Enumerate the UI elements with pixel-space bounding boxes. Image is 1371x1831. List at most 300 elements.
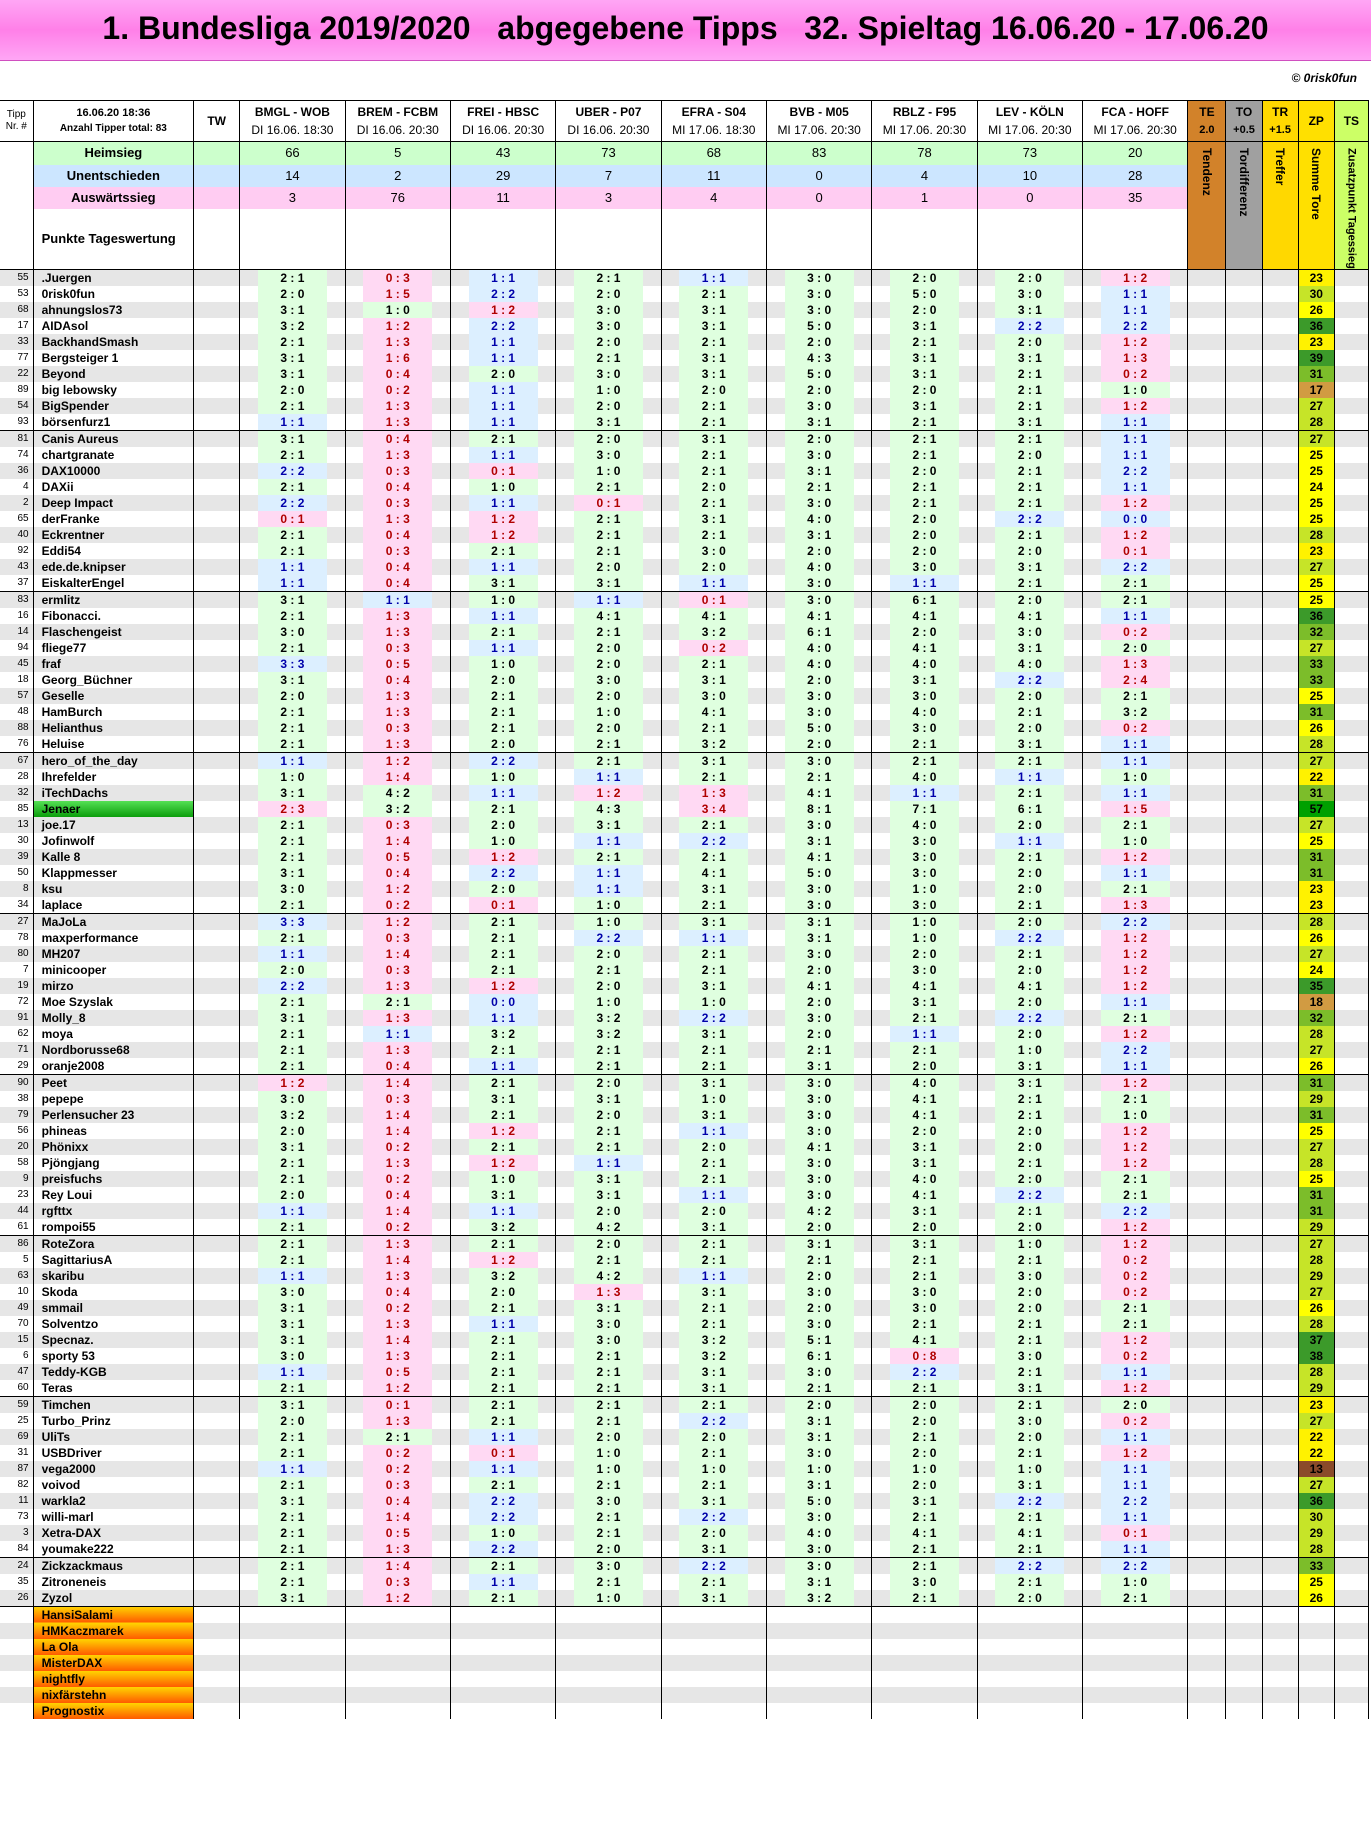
no-tip-row (0, 1623, 1369, 1639)
zp-cell: 31 (1298, 1187, 1334, 1203)
tip-cell (1083, 511, 1188, 527)
tip-cell (240, 1235, 345, 1252)
tip-score: 2 : 0 (785, 1268, 854, 1284)
tip-cell (450, 608, 555, 624)
tip-score: 3 : 1 (995, 1380, 1064, 1396)
tip-score: 2 : 1 (258, 1219, 327, 1235)
tr-cell (1262, 1574, 1298, 1590)
tip-cell (1083, 1074, 1188, 1091)
tw-cell (194, 1445, 240, 1461)
tip-score: 4 : 0 (785, 1525, 854, 1541)
tip-cell (345, 994, 450, 1010)
tip-cell (1083, 382, 1188, 398)
zp-cell: 28 (1298, 913, 1334, 930)
tip-score: 2 : 0 (469, 736, 538, 752)
zp-cell: 26 (1298, 302, 1334, 318)
tip-score: 5 : 0 (890, 286, 959, 302)
tip-cell (766, 736, 871, 753)
tip-cell (766, 1396, 871, 1413)
tr-cell (1262, 688, 1298, 704)
ts-cell (1334, 382, 1368, 398)
tip-score: 4 : 1 (995, 608, 1064, 624)
tip-cell (872, 849, 977, 865)
tr-cell (1262, 430, 1298, 447)
tip-score: 2 : 1 (469, 1332, 538, 1348)
tip-score: 0 : 2 (679, 640, 748, 656)
tip-cell (450, 302, 555, 318)
tw-cell (194, 881, 240, 897)
tip-cell (450, 1590, 555, 1607)
tr-cell (1262, 1445, 1298, 1461)
tip-cell (1083, 302, 1188, 318)
tip-score: 3 : 1 (890, 1139, 959, 1155)
tip-cell (661, 1074, 766, 1091)
tip-cell (872, 769, 977, 785)
tip-score: 2 : 1 (258, 1058, 327, 1074)
tip-score: 2 : 0 (890, 1413, 959, 1429)
blank-cell (766, 1687, 871, 1703)
tip-score: 4 : 0 (785, 640, 854, 656)
te-cell (1188, 962, 1226, 978)
tip-cell (661, 1332, 766, 1348)
tip-score: 2 : 2 (258, 978, 327, 994)
tip-score: 2 : 0 (679, 1203, 748, 1219)
tip-cell (872, 704, 977, 720)
tip-cell (240, 430, 345, 447)
tw-cell (194, 286, 240, 302)
tip-cell (872, 1203, 977, 1219)
to-cell (1226, 1268, 1262, 1284)
tip-cell (450, 672, 555, 688)
tip-cell (345, 1445, 450, 1461)
tip-cell (872, 1252, 977, 1268)
te-cell (1188, 334, 1226, 350)
tip-cell (661, 1155, 766, 1171)
tip-score: 2 : 1 (679, 1058, 748, 1074)
tip-score: 2 : 1 (1101, 575, 1170, 591)
tip-score: 1 : 3 (363, 511, 432, 527)
tipper-row (0, 1010, 1369, 1026)
tip-score: 3 : 1 (785, 414, 854, 430)
tip-score: 1 : 0 (995, 1042, 1064, 1058)
tip-cell (240, 994, 345, 1010)
tip-cell (345, 1525, 450, 1541)
tipp-number: 79 (0, 1107, 33, 1123)
tip-cell (450, 640, 555, 656)
tip-score: 2 : 2 (469, 753, 538, 769)
tw-cell (194, 1026, 240, 1042)
tip-score: 1 : 4 (363, 1558, 432, 1574)
tip-cell (556, 1010, 661, 1026)
tip-cell (1083, 881, 1188, 897)
tip-cell (240, 1332, 345, 1348)
tipp-number: 24 (0, 1557, 33, 1574)
ts-cell (1334, 736, 1368, 753)
tip-cell (1083, 1123, 1188, 1139)
tip-cell (661, 897, 766, 914)
tip-cell (450, 962, 555, 978)
tr-cell (1262, 962, 1298, 978)
tip-cell (766, 1590, 871, 1607)
match-kickoff: MI 17.06. 20:30 (882, 123, 967, 137)
tipp-number: 23 (0, 1187, 33, 1203)
tip-score: 3 : 1 (679, 1380, 748, 1396)
to-cell (1226, 1348, 1262, 1364)
tip-score: 2 : 1 (469, 431, 538, 447)
to-cell (1226, 1203, 1262, 1219)
tip-score: 3 : 0 (574, 366, 643, 382)
te-cell (1188, 1541, 1226, 1558)
no-tip-row (0, 1639, 1369, 1655)
tip-cell (240, 913, 345, 930)
tw-cell (194, 1413, 240, 1429)
tipper-name: ede.de.knipser (33, 559, 194, 575)
tipp-number: 78 (0, 930, 33, 946)
tipper-name: Eddi54 (33, 543, 194, 559)
tip-cell (556, 1107, 661, 1123)
tip-cell (872, 1026, 977, 1042)
tip-cell (766, 688, 871, 704)
tw-cell (194, 720, 240, 736)
zp-cell: 25 (1298, 688, 1334, 704)
tip-score: 3 : 0 (785, 286, 854, 302)
tip-cell (977, 1235, 1082, 1252)
tipper-name: Jofinwolf (33, 833, 194, 849)
tip-cell (977, 1042, 1082, 1058)
blank-cell (240, 1623, 345, 1639)
tip-score: 1 : 2 (363, 881, 432, 897)
tip-cell (240, 1300, 345, 1316)
tips-table (0, 100, 1369, 1719)
blank-cell (345, 1655, 450, 1671)
te-cell (1188, 1284, 1226, 1300)
tip-cell (556, 1574, 661, 1590)
tip-score: 2 : 0 (785, 962, 854, 978)
match-kickoff: DI 16.06. 20:30 (462, 123, 545, 137)
tip-cell (450, 334, 555, 350)
tip-score: 2 : 2 (995, 930, 1064, 946)
tip-score: 4 : 1 (890, 1091, 959, 1107)
tip-score: 1 : 1 (679, 270, 748, 286)
extra-col-factor: +0.5 (1233, 124, 1255, 136)
tip-cell (556, 688, 661, 704)
tip-cell (240, 1284, 345, 1300)
tip-score: 1 : 1 (679, 1123, 748, 1139)
tipp-number: 13 (0, 817, 33, 833)
tip-cell (766, 913, 871, 930)
tip-cell (766, 1493, 871, 1509)
tr-cell (1262, 559, 1298, 575)
tip-cell (240, 881, 345, 897)
tip-cell (240, 930, 345, 946)
tip-score: 1 : 0 (574, 994, 643, 1010)
te-cell (1188, 447, 1226, 463)
tip-score: 3 : 1 (995, 640, 1064, 656)
tip-score: 2 : 1 (679, 1477, 748, 1493)
tip-score: 0 : 4 (363, 575, 432, 591)
blank-cell (1226, 1671, 1262, 1687)
tip-score: 1 : 4 (363, 1509, 432, 1525)
ts-cell (1334, 302, 1368, 318)
tr-cell (1262, 1042, 1298, 1058)
tip-score: 2 : 1 (574, 479, 643, 495)
tip-cell (872, 1091, 977, 1107)
tip-score: 1 : 5 (363, 286, 432, 302)
tip-cell (1083, 334, 1188, 350)
tip-cell (872, 1171, 977, 1187)
tip-cell (766, 1364, 871, 1380)
tip-cell (345, 1574, 450, 1590)
tip-score: 3 : 1 (995, 302, 1064, 318)
tip-score: 2 : 1 (995, 495, 1064, 511)
tip-score: 2 : 0 (574, 398, 643, 414)
tip-score: 3 : 0 (574, 302, 643, 318)
tip-cell (661, 1139, 766, 1155)
tip-score: 2 : 1 (995, 366, 1064, 382)
tip-score: 2 : 0 (995, 592, 1064, 608)
tip-cell (240, 656, 345, 672)
tipp-number: 25 (0, 1413, 33, 1429)
tipper-row (0, 1235, 1369, 1252)
ts-cell (1334, 559, 1368, 575)
tip-cell (1083, 624, 1188, 640)
tip-score: 4 : 0 (785, 511, 854, 527)
tip-cell (977, 897, 1082, 914)
match-kickoff: DI 16.06. 20:30 (356, 123, 439, 137)
tw-cell (194, 817, 240, 833)
blank-cell (766, 1703, 871, 1719)
tr-cell (1262, 672, 1298, 688)
tip-score: 3 : 1 (679, 350, 748, 366)
tip-cell (556, 1461, 661, 1477)
tip-cell (661, 1042, 766, 1058)
tip-score: 1 : 1 (469, 398, 538, 414)
te-cell (1188, 1203, 1226, 1219)
tw-cell (194, 398, 240, 414)
tip-score: 1 : 2 (469, 527, 538, 543)
tip-score: 3 : 1 (679, 318, 748, 334)
tip-score: 2 : 0 (574, 640, 643, 656)
tw-cell (194, 785, 240, 801)
tip-score: 5 : 1 (785, 1332, 854, 1348)
zp-cell: 26 (1298, 1058, 1334, 1075)
tip-score: 2 : 0 (890, 1445, 959, 1461)
tip-score: 2 : 1 (679, 962, 748, 978)
blank-cell (194, 209, 240, 269)
tip-cell (556, 495, 661, 511)
tip-cell (872, 672, 977, 688)
tip-score: 3 : 2 (574, 1026, 643, 1042)
tip-score: 3 : 1 (469, 1091, 538, 1107)
tipper-name: hero_of_the_day (33, 752, 194, 769)
tipp-number: 62 (0, 1026, 33, 1042)
tip-cell (240, 1074, 345, 1091)
tip-cell (977, 1316, 1082, 1332)
tip-cell (1083, 1219, 1188, 1236)
tip-score: 0 : 3 (363, 1477, 432, 1493)
ts-cell (1334, 1139, 1368, 1155)
summary-row-heimsieg (0, 142, 1369, 165)
tip-cell (661, 817, 766, 833)
tw-cell (194, 897, 240, 914)
tip-cell (450, 1042, 555, 1058)
tipper-name: youmake222 (33, 1541, 194, 1558)
tip-cell (1083, 833, 1188, 849)
tipp-number: 28 (0, 769, 33, 785)
tip-cell (240, 1509, 345, 1525)
tip-cell (450, 1557, 555, 1574)
tip-cell (977, 817, 1082, 833)
tip-score: 2 : 0 (785, 1219, 854, 1235)
tip-score: 1 : 1 (258, 575, 327, 591)
tip-score: 2 : 2 (679, 1413, 748, 1429)
tip-score: 2 : 3 (258, 801, 327, 817)
tip-score: 2 : 1 (574, 1123, 643, 1139)
tip-score: 0 : 2 (1101, 624, 1170, 640)
tip-score: 1 : 3 (574, 1284, 643, 1300)
tip-cell (556, 1155, 661, 1171)
tipp-number: 20 (0, 1139, 33, 1155)
extra-col-header (1188, 101, 1226, 142)
tip-cell (661, 1300, 766, 1316)
tip-score: 2 : 1 (890, 1268, 959, 1284)
tip-cell (661, 269, 766, 286)
tip-cell (345, 1300, 450, 1316)
tip-cell (240, 591, 345, 608)
tw-cell (194, 527, 240, 543)
summary-count: 3 (240, 187, 345, 209)
tip-score: 1 : 1 (258, 753, 327, 769)
te-cell (1188, 302, 1226, 318)
zp-cell: 22 (1298, 1429, 1334, 1445)
tr-cell (1262, 591, 1298, 608)
tipp-number: 33 (0, 334, 33, 350)
tip-score: 2 : 1 (679, 1171, 748, 1187)
tr-cell (1262, 1493, 1298, 1509)
tip-cell (872, 817, 977, 833)
tip-score: 0 : 3 (363, 463, 432, 479)
tip-score: 0 : 4 (363, 431, 432, 447)
tip-score: 3 : 0 (785, 1284, 854, 1300)
tipp-number: 27 (0, 913, 33, 930)
tip-score: 2 : 2 (1101, 318, 1170, 334)
tip-score: 1 : 0 (574, 1590, 643, 1606)
tip-score: 3 : 0 (890, 559, 959, 575)
tipp-number (0, 1703, 33, 1719)
tip-score: 0 : 1 (574, 495, 643, 511)
tr-cell (1262, 1235, 1298, 1252)
tip-cell (766, 833, 871, 849)
tip-score: 3 : 1 (785, 1429, 854, 1445)
tip-score: 2 : 1 (258, 608, 327, 624)
zp-cell: 30 (1298, 1509, 1334, 1525)
tipper-name: Turbo_Prinz (33, 1413, 194, 1429)
tip-cell (661, 720, 766, 736)
tip-score: 1 : 0 (785, 1461, 854, 1477)
tip-score: 1 : 0 (1101, 1107, 1170, 1123)
tip-score: 2 : 1 (574, 753, 643, 769)
tipper-name: Jenaer (33, 801, 194, 817)
tr-cell (1262, 1316, 1298, 1332)
tip-cell (240, 269, 345, 286)
ts-cell (1334, 398, 1368, 414)
tip-cell (766, 769, 871, 785)
tip-cell (345, 463, 450, 479)
tip-score: 1 : 2 (1101, 849, 1170, 865)
tip-score: 2 : 1 (1101, 817, 1170, 833)
tip-cell (556, 672, 661, 688)
tip-score: 1 : 3 (363, 1413, 432, 1429)
tip-cell (450, 1461, 555, 1477)
tip-score: 2 : 1 (679, 447, 748, 463)
tip-score: 3 : 0 (258, 881, 327, 897)
tip-cell (872, 495, 977, 511)
blank-cell (240, 1639, 345, 1655)
te-cell (1188, 688, 1226, 704)
tw-cell (194, 366, 240, 382)
tip-cell (450, 430, 555, 447)
blank-cell (1188, 1671, 1226, 1687)
to-cell (1226, 559, 1262, 575)
summary-row-unentschieden (0, 165, 1369, 187)
tipper-row (0, 1171, 1369, 1187)
tip-score: 1 : 1 (1101, 431, 1170, 447)
ts-cell (1334, 881, 1368, 897)
tip-score: 2 : 0 (995, 881, 1064, 897)
tip-score: 2 : 1 (679, 1042, 748, 1058)
tip-score: 2 : 1 (995, 1155, 1064, 1171)
tip-score: 3 : 0 (995, 624, 1064, 640)
tip-score: 0 : 1 (469, 1445, 538, 1461)
tip-score: 1 : 1 (574, 769, 643, 785)
tip-cell (1083, 1590, 1188, 1607)
tip-cell (977, 930, 1082, 946)
tip-score: 1 : 0 (258, 769, 327, 785)
ts-cell (1334, 1445, 1368, 1461)
te-cell (1188, 769, 1226, 785)
tip-cell (345, 849, 450, 865)
tip-score: 6 : 1 (890, 592, 959, 608)
tip-cell (872, 1268, 977, 1284)
tip-cell (661, 1284, 766, 1300)
tip-score: 1 : 2 (1101, 1123, 1170, 1139)
tip-score: 1 : 1 (1101, 479, 1170, 495)
tip-score: 2 : 1 (469, 704, 538, 720)
tip-score: 3 : 1 (679, 881, 748, 897)
tip-cell (345, 608, 450, 624)
tip-cell (450, 382, 555, 398)
tip-cell (450, 1364, 555, 1380)
tip-cell (450, 1316, 555, 1332)
te-cell (1188, 269, 1226, 286)
tip-score: 2 : 1 (574, 1574, 643, 1590)
tip-cell (345, 1348, 450, 1364)
tip-cell (977, 1074, 1082, 1091)
tr-cell (1262, 994, 1298, 1010)
tip-cell (661, 559, 766, 575)
tip-cell (345, 865, 450, 881)
tip-score: 0 : 3 (363, 1091, 432, 1107)
no-tip-row (0, 1687, 1369, 1703)
tip-score: 1 : 1 (258, 946, 327, 962)
tip-score: 2 : 1 (679, 656, 748, 672)
tip-score: 2 : 1 (574, 1252, 643, 1268)
ts-cell (1334, 318, 1368, 334)
tip-score: 1 : 2 (1101, 930, 1170, 946)
tip-cell (240, 1252, 345, 1268)
zp-cell: 31 (1298, 785, 1334, 801)
tipper-row (0, 286, 1369, 302)
